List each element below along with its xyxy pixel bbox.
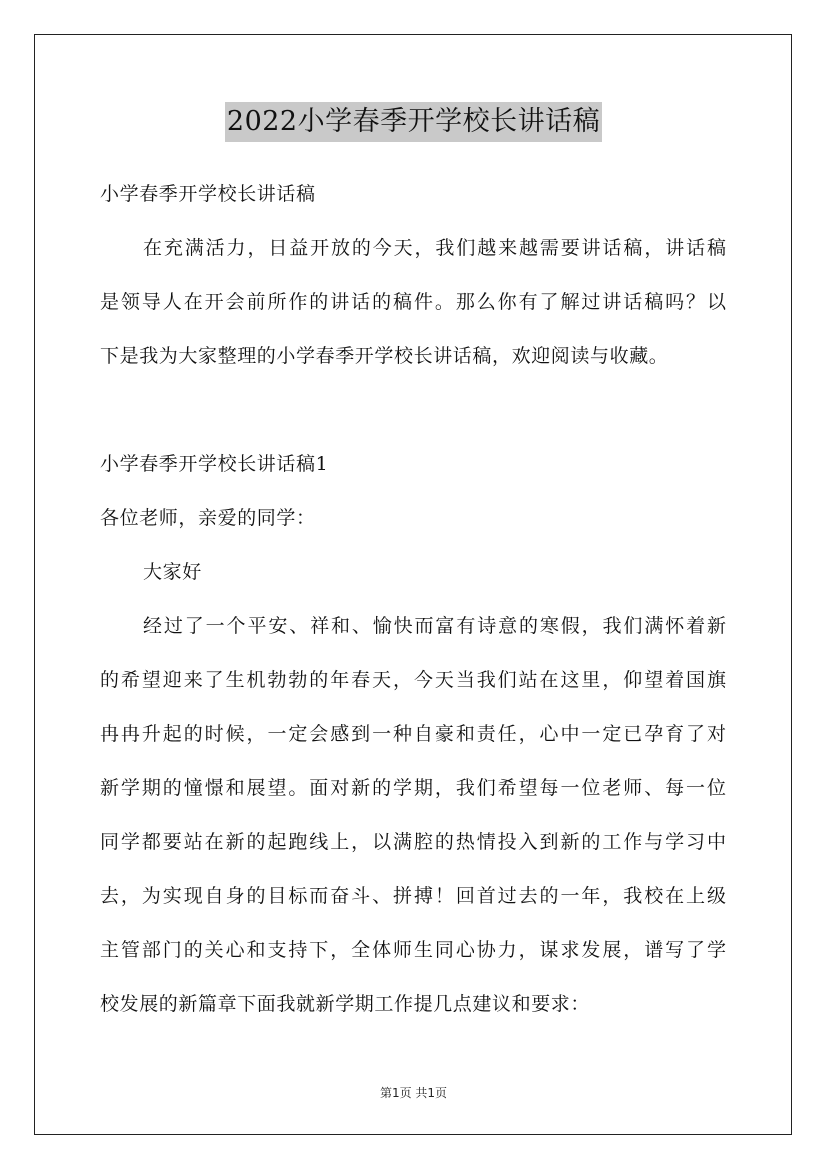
subtitle: 小学春季开学校长讲话稿 (100, 183, 316, 205)
paragraph-line: 新学期的憧憬和展望。面对新的学期，我们希望每一位老师、每一位 (100, 777, 726, 799)
paragraph-line: 下是我为大家整理的小学春季开学校长讲话稿，欢迎阅读与收藏。 (100, 345, 669, 367)
paragraph-line: 同学都要站在新的起跑线上，以满腔的热情投入到新的工作与学习中 (100, 831, 726, 853)
salutation: 各位老师，亲爱的同学： (100, 507, 316, 529)
paragraph-line: 主管部门的关心和支持下，全体师生同心协力，谋求发展，谱写了学 (100, 939, 726, 961)
paragraph-line: 经过了一个平安、祥和、愉快而富有诗意的寒假，我们满怀着新 (143, 615, 726, 637)
paragraph-line: 在充满活力，日益开放的今天，我们越来越需要讲话稿，讲话稿 (143, 237, 726, 259)
page-footer: 第1页 共1页 (379, 1086, 448, 1100)
section-heading: 小学春季开学校长讲话稿1 (100, 453, 329, 475)
paragraph-line: 去，为实现自身的目标而奋斗、拼搏！回首过去的一年，我校在上级 (100, 885, 726, 907)
paragraph-line: 是领导人在开会前所作的讲话的稿件。那么你有了解过讲话稿吗？以 (100, 291, 726, 313)
document-title: 2022小学春季开学校长讲话稿 (225, 102, 602, 142)
paragraph-line: 的希望迎来了生机勃勃的年春天，今天当我们站在这里，仰望着国旗 (100, 669, 726, 691)
paragraph-line: 冉冉升起的时候，一定会感到一种自豪和责任，心中一定已孕育了对 (100, 723, 726, 745)
greeting: 大家好 (143, 561, 202, 583)
paragraph-line: 校发展的新篇章下面我就新学期工作提几点建议和要求： (100, 993, 591, 1015)
document-title-wrap (0, 102, 827, 142)
